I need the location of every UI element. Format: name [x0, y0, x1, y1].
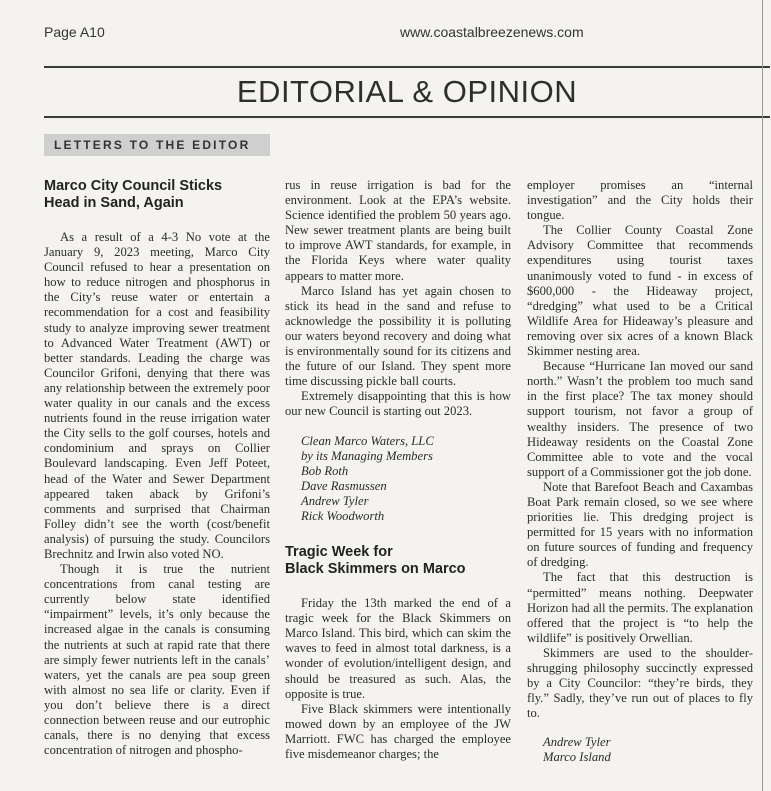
- letter2-paragraph: Note that Barefoot Beach and Caxambas Boat Park remain closed, so we see where priorities lie. This dredging project is permitted for 15 years with no information on future sources of funding and frequency of dredging.: [527, 479, 753, 570]
- website-url[interactable]: www.coastalbreezenews.com: [400, 24, 584, 40]
- letter2-paragraph: Friday the 13th marked the end of a tragic week for the Black Skimmers on Marco Island. This bird, which can skim the waves to feed in almost total darkness, is a wonder of evolution/intelligent design, and should be treasured as such. Alas, the opposite is true.: [285, 596, 511, 701]
- letter2-paragraph-cont: employer promises an “internal investigation” and the City holds their tongue.: [527, 178, 753, 223]
- letter2-signature: Andrew Tyler Marco Island: [543, 735, 611, 765]
- column-2: [285, 178, 511, 761]
- letter2-paragraph: The fact that this destruction is “permitted” means nothing. Deepwater Horizon had all the permits. The explanation offered that the project is “to help the wildlife” is positively Orwellian.: [527, 570, 753, 645]
- column-3: [527, 178, 753, 766]
- letter1-paragraph-cont: rus in reuse irrigation is bad for the environment. Look at the EPA’s website. Science identified the problem 50 years ago. New sewer treatment plants are being built to improve AWT standards, for example, in the Florida Keys where water quality appears to matter more.: [285, 178, 511, 283]
- bottom-rule: [44, 116, 770, 118]
- page-edge: [762, 0, 763, 791]
- column-1: [44, 178, 270, 758]
- letter1-headline: Marco City Council Sticks Head in Sand, Again: [44, 178, 223, 211]
- letter1-paragraph: Though it is true the nutrient concentrations from canal testing are currently below state identified “impairment” levels, it’s only because the increased algae in the canals is consuming the nutrients at such at rapid rate that there are simply fewer nutrients left in the canals’ waters, yet the canals are pea soup green with almost no sea life or clarity. Even if you don’t believe there is a direct connection between reuse and our eutrophic canals, there is no denying that excess concentration of nitrogen and phospho-: [44, 562, 270, 758]
- section-title: EDITORIAL & OPINION: [236, 74, 578, 109]
- letter1-paragraph: As a result of a 4-3 No vote at the January 9, 2023 meeting, Marco City Council refused to hear a presentation on how to reduce nitrogen and phosphorus in the City’s reuse water or entertain a recommendation for a cost and feasibility study to analyze improving sewer treatment to Advanced Water Treatment (AWT) or better standards. Leading the charge was Councilor Grifoni, denying that there was any relationship between the extremely poor water quality in our canals and the excess nutrients found in the reuse irrigation water the City sells to the golf courses, hotels and condominium and sprays on Collier Boulevard landscaping. Even Jeff Poteet, head of the Water and Sewer Department appeared taken aback by Grifoni’s comments and surprised that Chairman Folley didn’t see the worth (cost/benefit analysis) of pursuing the study. Councilors Brechnitz and Irwin also voted NO.: [44, 230, 270, 561]
- letter2-paragraph: Five Black skimmers were intentionally mowed down by an employee of the JW Marriott. FWC has charged the employee five misdemeanor charges; the: [285, 701, 511, 761]
- letter2-paragraph: Because “Hurricane Ian moved our sand north.” Wasn’t the problem too much sand in the first place? The tax money should support tourism, not favor a group of wealthy insiders. The presence of two Hideaway residents on the Coastal Zone Committee able to vote and the vocal support of a Commissioner got the job done.: [527, 359, 753, 479]
- letter2-headline: Tragic Week for Black Skimmers on Marco: [285, 544, 466, 578]
- letter2-paragraph: Skimmers are used to the shoulder-shrugging philosophy succinctly expressed by a City Councilor: “they’re birds, they fly.” Sadly, they’ve run out of places to fly to.: [527, 645, 753, 721]
- letters-label: LETTERS TO THE EDITOR: [44, 134, 270, 156]
- letter1-paragraph: Marco Island has yet again chosen to stick its head in the sand and refuse to acknowledge the possibility it is polluting our waters beyond recovery and doing what is environmentally sound for its citizens and the future of our Island. They spent more time discussing pickle ball courts.: [285, 283, 511, 389]
- letter2-paragraph: The Collier County Coastal Zone Advisory Committee that recommends expenditures using tourist taxes unanimously voted to fund - in excess of $600,000 - the Hideaway project, “dredging” what used to be a Critical Wildlife Area for Hideaway’s pleasure and removing over six acres of a known Black Skimmer nesting area.: [527, 223, 753, 359]
- letter1-signature: Clean Marco Waters, LLC by its Managing Members Bob Roth Dave Rasmussen Andrew Tyler Rick Woodworth: [301, 433, 434, 523]
- page-number: Page A10: [44, 24, 105, 40]
- letter1-paragraph: Extremely disappointing that this is how our new Council is starting out 2023.: [285, 389, 511, 419]
